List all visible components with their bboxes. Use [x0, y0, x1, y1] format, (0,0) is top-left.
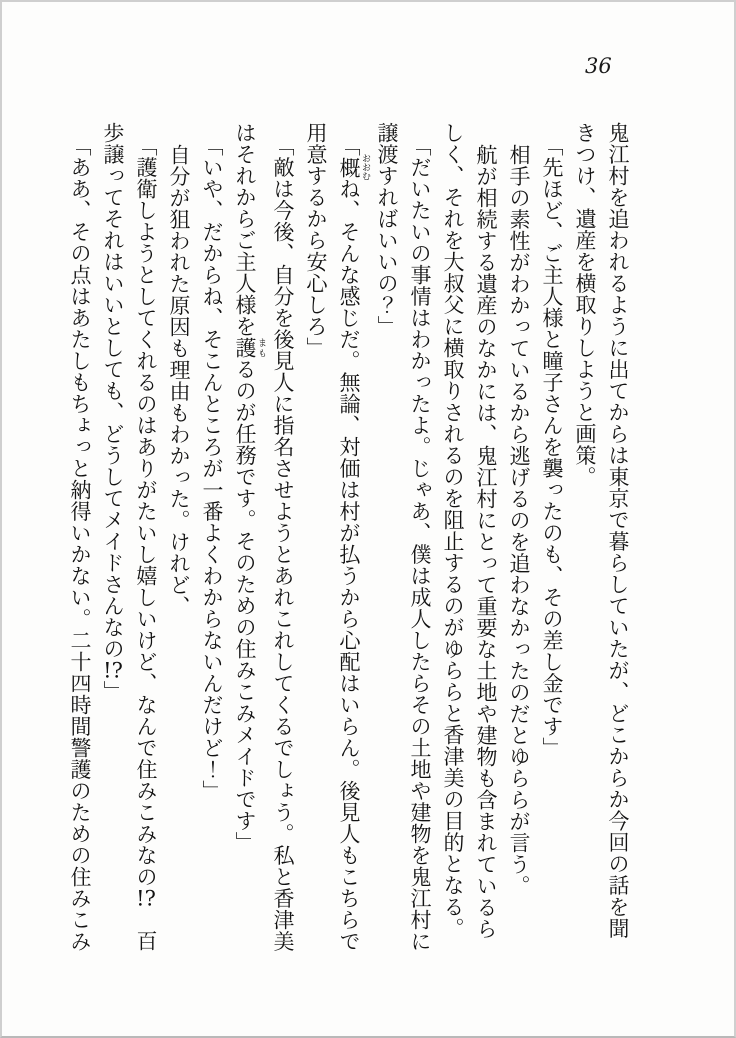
text-line: しく、それを大叔父に横取りされるのを阻止するのがゆららと香津美の目的となる。	[441, 122, 465, 939]
tate-chu-yoko: !?	[103, 659, 123, 681]
furigana-ruby: 護 まも	[233, 337, 266, 359]
text-line: 用意するから安心しろ」	[304, 122, 328, 359]
text-line: 歩譲ってそれはいいとしても、どうしてメイドさんなの!?」	[101, 122, 125, 702]
text-line: 鬼江村を追われるように出てからは東京で暮らしていたが、どこからか今回の話を聞	[606, 122, 630, 939]
text-line: はそれからご主人様を護 まもるのが任務です。そのための住みこみメイドです」	[233, 122, 266, 853]
text-line: 「ああ、その点はあたしもちょっと納得いかない。二十四時間警護のための住みこみ	[68, 135, 92, 952]
text-line: きつけ、遺産を横取りしようと画策。	[573, 122, 597, 488]
tate-chu-yoko: !?	[136, 887, 156, 909]
text-block	[68, 122, 634, 952]
text-line: 譲渡すればいいの？」	[375, 122, 399, 337]
text-line: 航が相続する遺産のなかには、鬼江村にとって重要な土地や建物も含まれているら	[474, 144, 498, 940]
text-line: 相手の素性がわかっているから逃げるのを追わなかったのだとゆららが言う。	[507, 144, 531, 897]
text-line: 自分が狙われた原因も理由もわかった。けれど、	[167, 144, 191, 617]
page-number: 36	[585, 54, 612, 78]
text-line: 「いや、だからね、そこんところが一番よくわからないんだけど！」	[200, 135, 224, 802]
text-line: 「だいたいの事情はわかったよ。じゃあ、僕は成人したらその土地や建物を鬼江村に	[408, 135, 432, 952]
text-line: 「敵は今後、自分を後見人に指名させようとあれこれしてくるでしょう。私と香津美	[271, 135, 295, 952]
text-line: 「護衛しようとしてくれるのはありがたいし嬉しいけど、なんで住みこみなの!? 百	[134, 135, 158, 952]
text-line: 「概 おおむね、そんな感じだ。無論、対価は村が払うから心配はいらん。後見人もこちらで	[337, 135, 370, 952]
text-line: 「先ほど、ご主人様と瞳子さんを襲ったのも、その差し金です」	[540, 135, 564, 759]
furigana-ruby: 概 おおむ	[337, 153, 370, 181]
